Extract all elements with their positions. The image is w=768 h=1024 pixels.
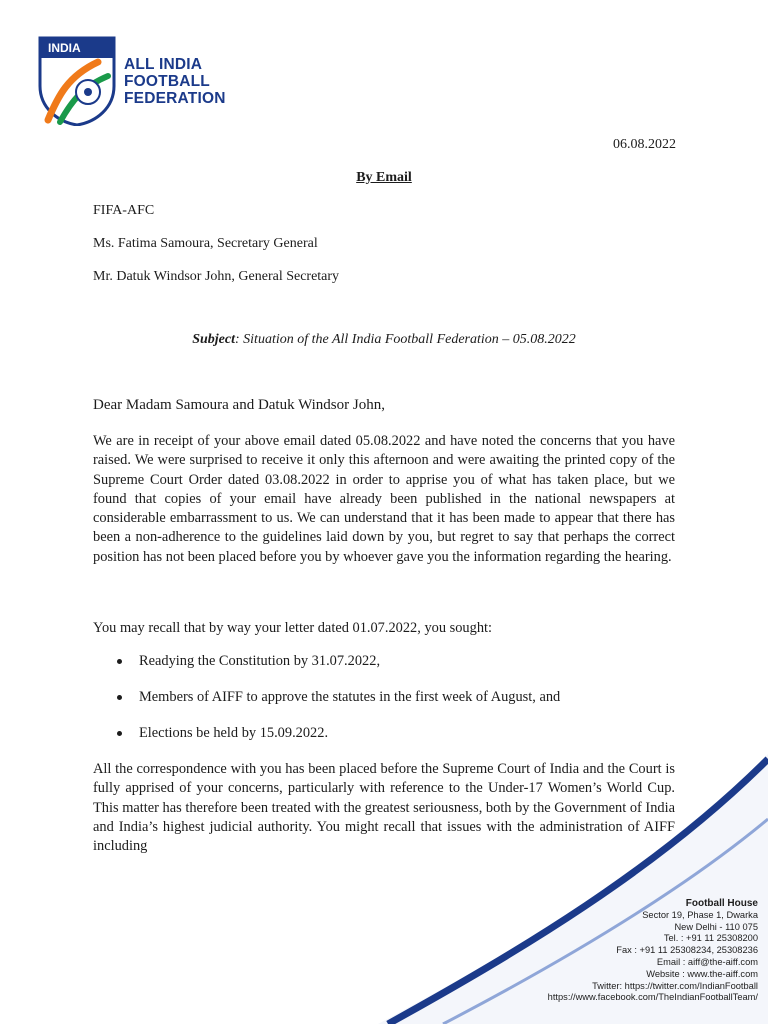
footer-address-block	[548, 898, 758, 1004]
logo-line-3: FEDERATION	[124, 90, 226, 107]
recipient-2: Mr. Datuk Windsor John, General Secretary	[93, 269, 340, 284]
footer-line: New Delhi - 110 075	[674, 921, 758, 932]
list-item: Elections be held by 15.09.2022.	[115, 724, 560, 760]
letter-date: 06.08.2022	[613, 137, 676, 152]
list-item: Readying the Constitution by 31.07.2022,	[115, 652, 560, 688]
aiff-logo	[38, 36, 238, 126]
salutation: Dear Madam Samoura and Datuk Windsor John,	[93, 397, 385, 413]
paragraph-3: All the correspondence with you has been placed before the Supreme Court of India and the Court is fully apprised of your concerns, particularly with reference to the Under-17 Women’s World Cup. This matter has therefore been treated with the greatest seriousness, both by the Government of India and India’s highest judicial authority. You might recall that issues with the administration of AIFF including	[93, 761, 675, 855]
subject-text: : Situation of the All India Football Federation – 05.08.2022	[235, 332, 576, 347]
footer-line: Sector 19, Phase 1, Dwarka	[642, 909, 758, 920]
recipient-1: Ms. Fatima Samoura, Secretary General	[93, 236, 318, 251]
footer-line: Tel. : +91 11 25308200	[663, 933, 758, 944]
letter-heading: By Email	[356, 170, 412, 185]
footer-website[interactable]: Website : www.the-aiff.com	[646, 968, 758, 979]
footer-title: Football House	[685, 898, 758, 909]
footer-facebook[interactable]: https://www.facebook.com/TheIndianFootballTeam/	[547, 992, 758, 1003]
subject-label: Subject	[192, 332, 235, 347]
recipient-org: FIFA-AFC	[93, 203, 155, 218]
footer-twitter[interactable]: Twitter: https://twitter.com/IndianFootball	[592, 980, 758, 991]
logo-line-2: FOOTBALL	[124, 73, 210, 90]
logo-badge-text: INDIA	[48, 41, 81, 55]
paragraph-2: You may recall that by way your letter dated 01.07.2022, you sought:	[93, 620, 493, 636]
list-item: Members of AIFF to approve the statutes in the first week of August, and	[115, 688, 560, 724]
subject-line	[0, 332, 768, 348]
logo-wordmark	[124, 56, 226, 107]
logo-line-1: ALL INDIA	[124, 56, 203, 73]
footer-line: Fax : +91 11 25308234, 25308236	[616, 945, 758, 956]
paragraph-1: We are in receipt of your above email dated 05.08.2022 and have noted the concerns that you have raised. We were surprised to receive it only this afternoon and were awaiting the printed copy of the Supreme Court Order dated 03.08.2022 in order to apprise you of what has taken place, but we found that copies of your email have already been published in the national newspapers at considerable embarrassment to us. We can understand that it has been made to appear that there has been a non-adherence to the guidelines laid down by you, but regret to say that perhaps the correct position has not been placed before you by whoever gave you the information regarding the hearing.	[93, 433, 675, 565]
footer-email[interactable]: Email : aiff@the-aiff.com	[656, 956, 758, 967]
